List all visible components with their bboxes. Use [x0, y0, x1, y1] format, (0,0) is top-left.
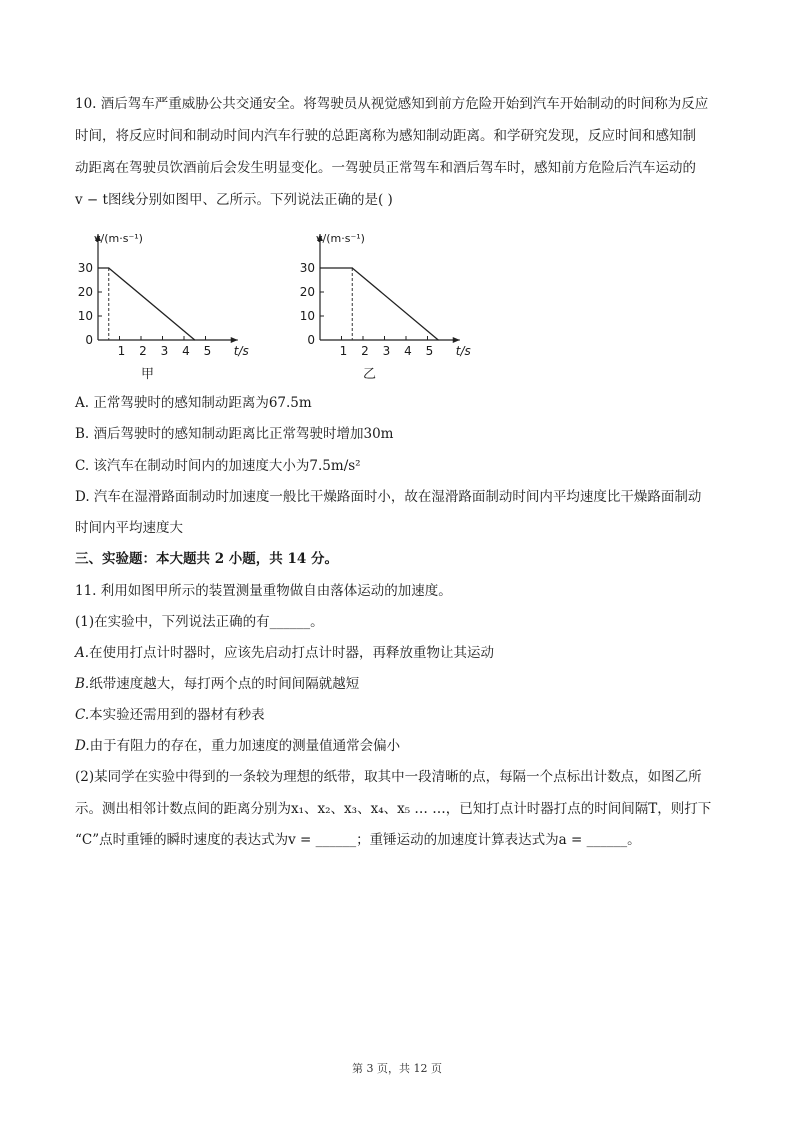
q10-option-c: C. 该汽车在制动时间内的加速度大小为7.5m/s² — [75, 458, 361, 474]
q11-part2-line-1: (2)某同学在实验中得到的一条较为理想的纸带，取其中一段清晰的点，每隔一个点标出计数点，如图乙所 — [75, 769, 702, 785]
q10-line-4: v − t图线分别如图甲、乙所示。下列说法正确的是( ) — [75, 192, 393, 208]
x-axis-arrow — [231, 337, 238, 343]
choice-text: 本实验还需用到的器材有秒表 — [89, 707, 265, 723]
chart-caption: 甲 — [140, 367, 154, 382]
y-tick-label: 30 — [299, 261, 315, 275]
q11-choice-b — [75, 674, 359, 694]
choice-letter: D. — [75, 738, 90, 754]
y-tick-label: 10 — [299, 309, 315, 323]
page-footer: 第 3 页，共 12 页 — [352, 1062, 442, 1075]
choice-letter: B. — [75, 676, 90, 692]
q10-line-1: 10. 酒后驾车严重威胁公共交通安全。将驾驶员从视觉感知到前方危险开始到汽车开始制动的时间称为反应 — [75, 96, 709, 112]
q11-part1: (1)在实验中，下列说法正确的有______。 — [75, 614, 324, 630]
x-tick-label: 3 — [160, 344, 169, 358]
q11-choice-d — [75, 736, 400, 756]
x-axis-label: t/s — [455, 344, 471, 358]
q10-option-d: D. 汽车在湿滑路面制动时加速度一般比干燥路面时小，故在湿滑路面制动时间内平均速度比干燥路面制动 — [75, 489, 702, 505]
y-tick-label: 0 — [307, 333, 315, 347]
velocity-line — [98, 268, 195, 340]
y-tick-label: 30 — [77, 261, 93, 275]
x-tick-label: 2 — [361, 344, 369, 358]
x-axis-arrow — [453, 337, 460, 343]
q11-part2-line-2: 示。测出相邻计数点间的距离分别为x₁、x₂、x₃、x₄、x₅ … …，已知打点计时器打点的时间间隔T，则打下 — [75, 801, 712, 817]
x-tick-label: 5 — [203, 344, 212, 358]
q11-choice-a — [75, 643, 494, 663]
choice-text: 由于有阻力的存在，重力加速度的测量值通常会偏小 — [89, 738, 401, 754]
data-point — [352, 267, 353, 268]
choice-letter: C. — [75, 707, 90, 723]
q11-part2-line-3: “C”点时重锤的瞬时速度的表达式为v = ______；重锤运动的加速度计算表达式为a = ______。 — [75, 832, 641, 848]
q10-option-a: A. 正常驾驶时的感知制动距离为67.5m — [75, 395, 312, 411]
x-tick-label: 2 — [139, 344, 147, 358]
vt-chart-jia — [60, 222, 270, 382]
data-point — [194, 339, 195, 340]
section-title: 三、实验题：本大题共 2 小题，共 14 分。 — [75, 551, 338, 567]
y-tick-label: 0 — [85, 333, 93, 347]
y-tick-label: 20 — [299, 285, 315, 299]
x-axis-label: t/s — [233, 344, 249, 358]
y-tick-label: 10 — [77, 309, 93, 323]
q10-line-3: 动距离在驾驶员饮酒前后会发生明显变化。一驾驶员正常驾车和酒后驾车时，感知前方危险后汽车运动的 — [75, 160, 696, 176]
choice-text: 纸带速度越大，每打两个点的时间间隔就越短 — [89, 676, 360, 692]
q10-option-d-cont: 时间内平均速度大 — [75, 520, 183, 536]
q10-line-2: 时间，将反应时间和制动时间内汽车行驶的总距离称为感知制动距离。和学研究发现，反应时间和感知制 — [75, 128, 696, 144]
x-tick-label: 4 — [182, 344, 190, 358]
x-tick-label: 1 — [339, 344, 348, 358]
choice-text: 在使用打点计时器时，应该先启动打点计时器，再释放重物让其运动 — [89, 645, 495, 661]
x-tick-label: 3 — [382, 344, 391, 358]
x-tick-label: 5 — [425, 344, 434, 358]
vt-chart-yi — [282, 222, 492, 382]
chart-caption: 乙 — [362, 367, 376, 382]
choice-letter: A. — [75, 645, 90, 661]
data-point — [97, 267, 98, 268]
y-axis-label: v/(m·s⁻¹) — [316, 232, 365, 245]
data-point — [319, 267, 320, 268]
data-point — [108, 267, 109, 268]
x-tick-label: 4 — [404, 344, 412, 358]
y-tick-label: 20 — [77, 285, 93, 299]
q10-option-b: B. 酒后驾驶时的感知制动距离比正常驾驶时增加30m — [75, 426, 394, 442]
q11-intro: 11. 利用如图甲所示的装置测量重物做自由落体运动的加速度。 — [75, 583, 452, 599]
data-point — [438, 339, 439, 340]
y-axis-label: v/(m·s⁻¹) — [94, 232, 143, 245]
x-tick-label: 1 — [117, 344, 126, 358]
q11-choice-c — [75, 705, 265, 725]
velocity-line — [320, 268, 438, 340]
